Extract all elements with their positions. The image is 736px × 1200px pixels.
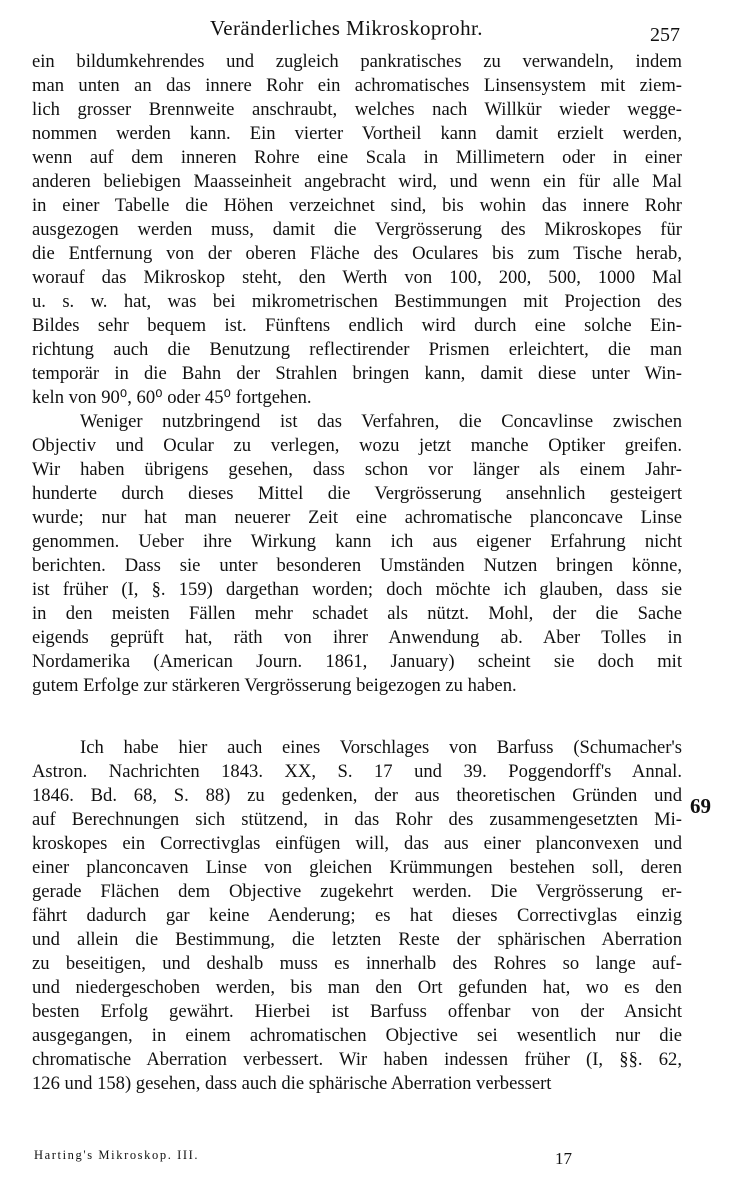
text-line: Objectiv und Ocular zu verlegen, wozu jetzt manche Optiker greifen. bbox=[32, 435, 682, 456]
text-line: chromatische Aberration verbessert. Wir haben indessen früher (I, §§. 62, bbox=[32, 1049, 682, 1070]
paragraph bbox=[32, 410, 682, 698]
text-line: in einer Tabelle die Höhen verzeichnet sind, bis wohin das innere Rohr bbox=[32, 195, 682, 216]
text-line: und niedergeschoben werden, bis man den Ort gefunden hat, wo es den bbox=[32, 977, 682, 998]
text-line: und allein die Bestimmung, die letzten Reste der sphärischen Aberration bbox=[32, 929, 682, 950]
text-line: eigends geprüft hat, räth von ihrer Anwendung ab. Aber Tolles in bbox=[32, 627, 682, 648]
text-line: 126 und 158) gesehen, dass auch die sphärische Aberration verbessert bbox=[32, 1073, 552, 1094]
text-line: einer planconcaven Linse von gleichen Krümmungen bestehen soll, deren bbox=[32, 857, 682, 878]
text-line: besten Erfolg gewährt. Hierbei ist Barfuss offenbar von der Ansicht bbox=[32, 1001, 682, 1022]
text-line: ausgegangen, in einem achromatischen Objective sei wesentlich nur die bbox=[32, 1025, 682, 1046]
page-number: 257 bbox=[650, 24, 680, 46]
text-line: richtung auch die Benutzung reflectirender Prismen erleichtert, die man bbox=[32, 339, 682, 360]
text-line: kroskopes ein Correctivglas einfügen will, das aus einer planconvexen und bbox=[32, 833, 682, 854]
text-line: wurde; nur hat man neuerer Zeit eine achromatische planconcave Linse bbox=[32, 507, 682, 528]
text-line: temporär in die Bahn der Strahlen bringen kann, damit diese unter Win- bbox=[32, 363, 682, 384]
text-line: Ich habe hier auch eines Vorschlages von Barfuss (Schumacher's bbox=[80, 737, 682, 758]
text-line: Nordamerika (American Journ. 1861, January) scheint sie doch mit bbox=[32, 651, 682, 672]
body-text bbox=[32, 50, 682, 1096]
text-line: Wir haben übrigens gesehen, dass schon vor länger als einem Jahr- bbox=[32, 459, 682, 480]
paragraph bbox=[32, 736, 682, 1096]
text-line: berichten. Dass sie unter besonderen Umständen Nutzen bringen könne, bbox=[32, 555, 682, 576]
page-title: Veränderliches Mikroskoprohr. bbox=[210, 16, 483, 40]
signature-mark: Harting's Mikroskop. III. bbox=[34, 1148, 200, 1162]
text-line: wenn auf dem inneren Rohre eine Scala in Millimetern oder in einer bbox=[32, 147, 682, 168]
text-line: nommen werden kann. Ein vierter Vortheil kann damit erzielt werden, bbox=[32, 123, 682, 144]
text-line: lich grosser Brennweite anschraubt, welches nach Willkür wieder wegge- bbox=[32, 99, 682, 120]
text-line: auf Berechnungen sich stützend, in das Rohr des zusammengesetzten Mi- bbox=[32, 809, 682, 830]
text-line: gutem Erfolge zur stärkeren Vergrösserung beigezogen zu haben. bbox=[32, 675, 517, 696]
text-line: ausgezogen werden muss, damit die Vergrösserung des Mikroskopes für bbox=[32, 219, 682, 240]
text-line: anderen beliebigen Maasseinheit angebracht wird, und wenn ein für alle Mal bbox=[32, 171, 682, 192]
text-line: worauf das Mikroskop steht, den Werth von 100, 200, 500, 1000 Mal bbox=[32, 267, 682, 288]
text-line: 1846. Bd. 68, S. 88) zu gedenken, der aus theoretischen Gründen und bbox=[32, 785, 682, 806]
text-line: ein bildumkehrendes und zugleich pankratisches zu verwandeln, indem bbox=[32, 51, 682, 72]
text-line: fährt dadurch gar keine Aenderung; es hat dieses Correctivglas einzig bbox=[32, 905, 682, 926]
text-line: Bildes sehr bequem ist. Fünftens endlich wird durch eine solche Ein- bbox=[32, 315, 682, 336]
running-head bbox=[0, 14, 736, 46]
text-line: genommen. Ueber ihre Wirkung kann ich aus eigener Erfahrung nicht bbox=[32, 531, 682, 552]
text-line: u. s. w. hat, was bei mikrometrischen Bestimmungen mit Projection des bbox=[32, 291, 682, 312]
margin-section-number: 69 bbox=[690, 794, 711, 818]
text-line: ist früher (I, §. 159) dargethan worden; doch möchte ich glauben, dass sie bbox=[32, 579, 682, 600]
paragraph-gap bbox=[32, 698, 682, 736]
paragraph bbox=[32, 50, 682, 410]
text-line: zu beseitigen, und deshalb muss es innerhalb des Rohres so lange auf- bbox=[32, 953, 682, 974]
text-line: man unten an das innere Rohr ein achromatisches Linsensystem mit ziem- bbox=[32, 75, 682, 96]
text-line: die Entfernung von der oberen Fläche des Oculares bis zum Tische herab, bbox=[32, 243, 682, 264]
text-line: hunderte durch dieses Mittel die Vergrösserung ansehnlich gesteigert bbox=[32, 483, 682, 504]
text-line: gerade Flächen dem Objective zugekehrt werden. Die Vergrösserung er- bbox=[32, 881, 682, 902]
sheet-number: 17 bbox=[555, 1149, 572, 1168]
text-line: in den meisten Fällen mehr schadet als nützt. Mohl, der die Sache bbox=[32, 603, 682, 624]
text-line: Weniger nutzbringend ist das Verfahren, die Concavlinse zwischen bbox=[80, 411, 682, 432]
text-line: keln von 90⁰, 60⁰ oder 45⁰ fortgehen. bbox=[32, 387, 312, 408]
text-line: Astron. Nachrichten 1843. XX, S. 17 und 39. Poggendorff's Annal. bbox=[32, 761, 682, 782]
